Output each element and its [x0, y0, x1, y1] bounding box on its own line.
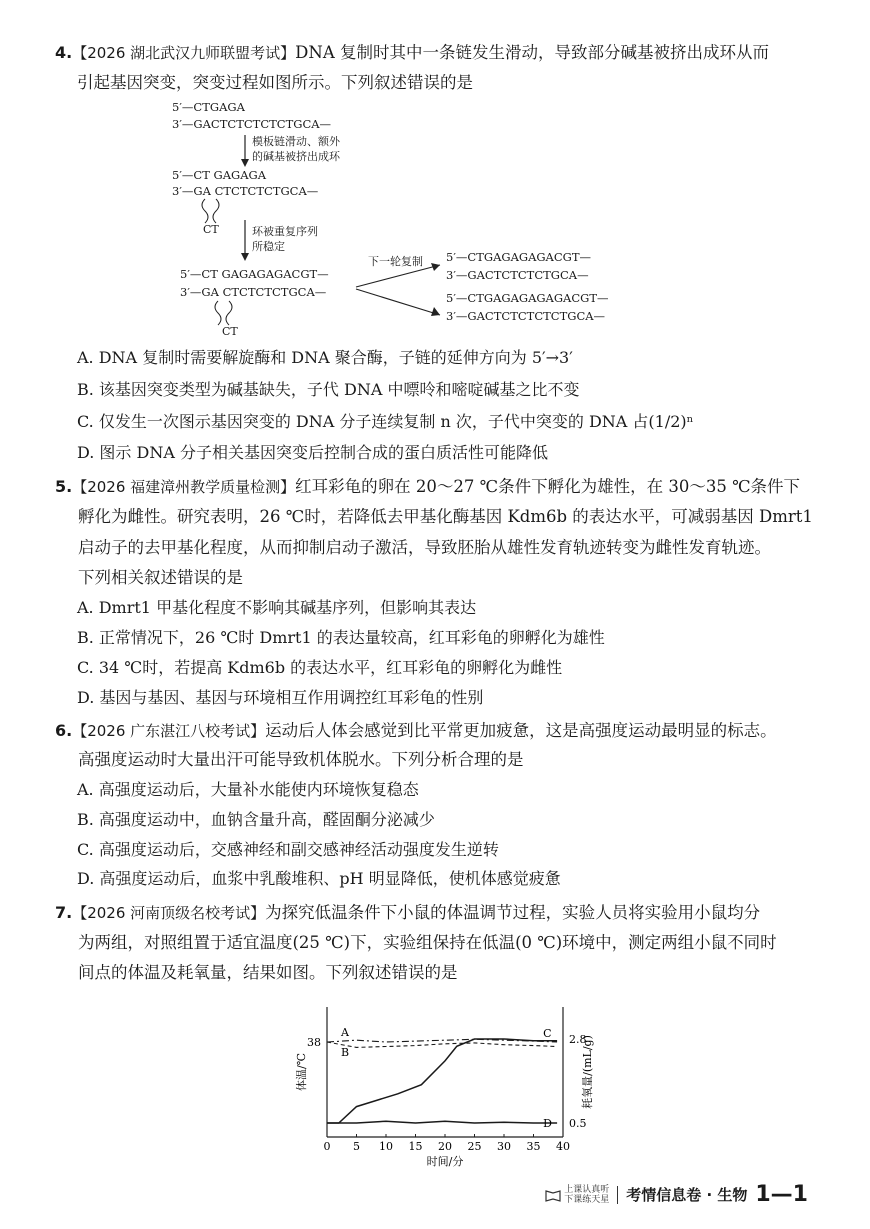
right-tick-label: 0.5 — [569, 1117, 587, 1130]
option-d: D. 高强度运动后，血浆中乳酸堆积、pH 明显降低，使机体感觉疲惫 — [77, 869, 561, 888]
x-tick-label: 0 — [323, 1140, 331, 1153]
question-stem-cont: 为两组，对照组置于适宜温度(25 ℃)下，实验组保持在低温(0 ℃)环境中，测定两组小鼠不同时 — [78, 933, 777, 952]
x-tick-label: 35 — [526, 1140, 541, 1153]
question-stem: 红耳彩龟的卵在 20～27 ℃条件下孵化为雄性，在 30～35 ℃条件下 — [295, 477, 801, 496]
question-source: 【2026 湖北武汉九师联盟考试】 — [72, 44, 296, 62]
question-6 — [55, 716, 825, 746]
option-a: A. DNA 复制时需要解旋酶和 DNA 聚合酶，子链的延伸方向为 5′→3′ — [77, 348, 573, 367]
strand-text: 3′—GACTCTCTCTCTGCA— — [172, 117, 332, 131]
x-tick-label: 5 — [353, 1140, 360, 1153]
question-source: 【2026 河南顶级名校考试】 — [72, 904, 266, 922]
x-tick-label: 20 — [438, 1140, 452, 1153]
left-tick-label: 38 — [307, 1036, 321, 1049]
page-footer — [545, 1182, 808, 1207]
book-icon — [545, 1188, 561, 1202]
question-number: 4. — [55, 43, 73, 62]
question-number: 7. — [55, 903, 73, 922]
series-label-C: C — [543, 1026, 552, 1040]
brand-line: 上课认真听 — [564, 1184, 610, 1195]
question-number: 6. — [55, 721, 73, 740]
option-b: B. 该基因突变类型为碱基缺失，子代 DNA 中嘌呤和嘧啶碱基之比不变 — [77, 380, 580, 399]
question-4 — [55, 38, 825, 97]
series-line-B — [327, 1042, 557, 1047]
question-stem: DNA 复制时其中一条链发生滑动，导致部分碱基被挤出成环从而 — [295, 43, 769, 62]
dna-slippage-diagram — [150, 95, 630, 340]
strand-text: 5′—CTGAGA — [172, 100, 245, 114]
loop-label: CT — [203, 223, 219, 236]
question-stem-cont: 高强度运动时大量出汗可能导致机体脱水。下列分析合理的是 — [78, 750, 524, 769]
option-a: A. 高强度运动后，大量补水能使内环境恢复稳态 — [77, 780, 419, 799]
step-text: 环被重复序列 — [252, 225, 318, 238]
step-text: 的碱基被挤出成环 — [252, 150, 340, 163]
x-tick-label: 15 — [408, 1140, 423, 1153]
strand-text: 3′—GACTCTCTCTCTGCA— — [446, 309, 606, 323]
temperature-oxygen-chart — [285, 995, 615, 1170]
question-stem: 运动后人体会感觉到比平常更加疲惫，这是高强度运动最明显的标志。 — [265, 721, 777, 740]
option-c: C. 34 ℃时，若提高 Kdm6b 的表达水平，红耳彩龟的卵孵化为雌性 — [77, 658, 563, 677]
question-stem: 为探究低温条件下小鼠的体温调节过程，实验人员将实验用小鼠均分 — [265, 903, 761, 922]
question-stem-cont: 孵化为雌性。研究表明，26 ℃时，若降低去甲基化酶基因 Kdm6b 的表达水平，可减弱基因 Dmrt1 — [78, 507, 813, 526]
step-text: 模板链滑动、额外 — [252, 135, 340, 148]
right-axis-label: 耗氧量/(mL/g) — [581, 1035, 594, 1109]
option-b: B. 正常情况下，26 ℃时 Dmrt1 的表达量较高，红耳彩龟的卵孵化为雄性 — [77, 628, 605, 647]
x-tick-label: 30 — [497, 1140, 511, 1153]
strand-text: 5′—CTGAGAGAGACGT— — [446, 250, 592, 264]
strand-text: 3′—GACTCTCTCTGCA— — [446, 268, 589, 282]
option-c: C. 仅发生一次图示基因突变的 DNA 分子连续复制 n 次，子代中突变的 DNA 占(1/2)ⁿ — [77, 412, 694, 431]
option-d: D. 基因与基因、基因与环境相互作用调控红耳彩龟的性别 — [77, 688, 484, 707]
question-stem-cont: 引起基因突变，突变过程如图所示。下列叙述错误的是 — [77, 73, 473, 92]
divider — [617, 1186, 618, 1204]
question-source: 【2026 福建漳州教学质量检测】 — [72, 478, 296, 496]
option-d: D. 图示 DNA 分子相关基因突变后控制合成的蛋白质活性可能降低 — [77, 443, 548, 462]
x-tick-label: 40 — [556, 1140, 570, 1153]
question-7 — [55, 898, 825, 928]
question-number: 5. — [55, 477, 73, 496]
series-line-D — [327, 1121, 557, 1123]
x-tick-label: 10 — [379, 1140, 393, 1153]
strand-text: 5′—CT GAGAGAGACGT— — [180, 267, 329, 281]
page-number: 1—1 — [755, 1182, 808, 1207]
question-stem-cont: 启动子的去甲基化程度，从而抑制启动子激活，导致胚胎从雄性发育轨迹转变为雌性发育轨迹。 — [78, 538, 771, 557]
step-text: 所稳定 — [252, 240, 285, 253]
strand-text: 5′—CT GAGAGA — [172, 168, 267, 182]
series-label-B: B — [341, 1046, 350, 1059]
footer-title: 考情信息卷 · 生物 — [626, 1186, 748, 1204]
strand-text: 3′—GA CTCTCTCTGCA— — [180, 285, 327, 299]
x-axis-label: 时间/分 — [426, 1155, 464, 1168]
right-tick-label: 2.8 — [569, 1033, 587, 1046]
next-round-label: 下一轮复制 — [368, 255, 423, 268]
series-label-A: A — [341, 1026, 349, 1039]
option-a: A. Dmrt1 甲基化程度不影响其碱基序列，但影响其表达 — [77, 598, 477, 617]
question-source: 【2026 广东湛江八校考试】 — [72, 722, 266, 740]
brand-line: 下课练天星 — [564, 1194, 610, 1205]
question-stem-cont: 下列相关叙述错误的是 — [78, 568, 243, 587]
strand-text: 5′—CTGAGAGAGAGACGT— — [446, 291, 609, 305]
option-b: B. 高强度运动中，血钠含量升高，醛固酮分泌减少 — [77, 810, 435, 829]
question-5 — [55, 472, 825, 502]
strand-text: 3′—GA CTCTCTCTGCA— — [172, 184, 319, 198]
question-stem-cont: 间点的体温及耗氧量，结果如图。下列叙述错误的是 — [78, 963, 458, 982]
option-c: C. 高强度运动后，交感神经和副交感神经活动强度发生逆转 — [77, 840, 499, 859]
series-label-D: D — [543, 1117, 552, 1130]
series-line-C — [327, 1039, 557, 1123]
x-tick-label: 25 — [467, 1140, 482, 1153]
loop-label: CT — [222, 325, 238, 338]
left-axis-label: 体温/℃ — [295, 1052, 308, 1092]
brand-logo — [545, 1185, 609, 1205]
